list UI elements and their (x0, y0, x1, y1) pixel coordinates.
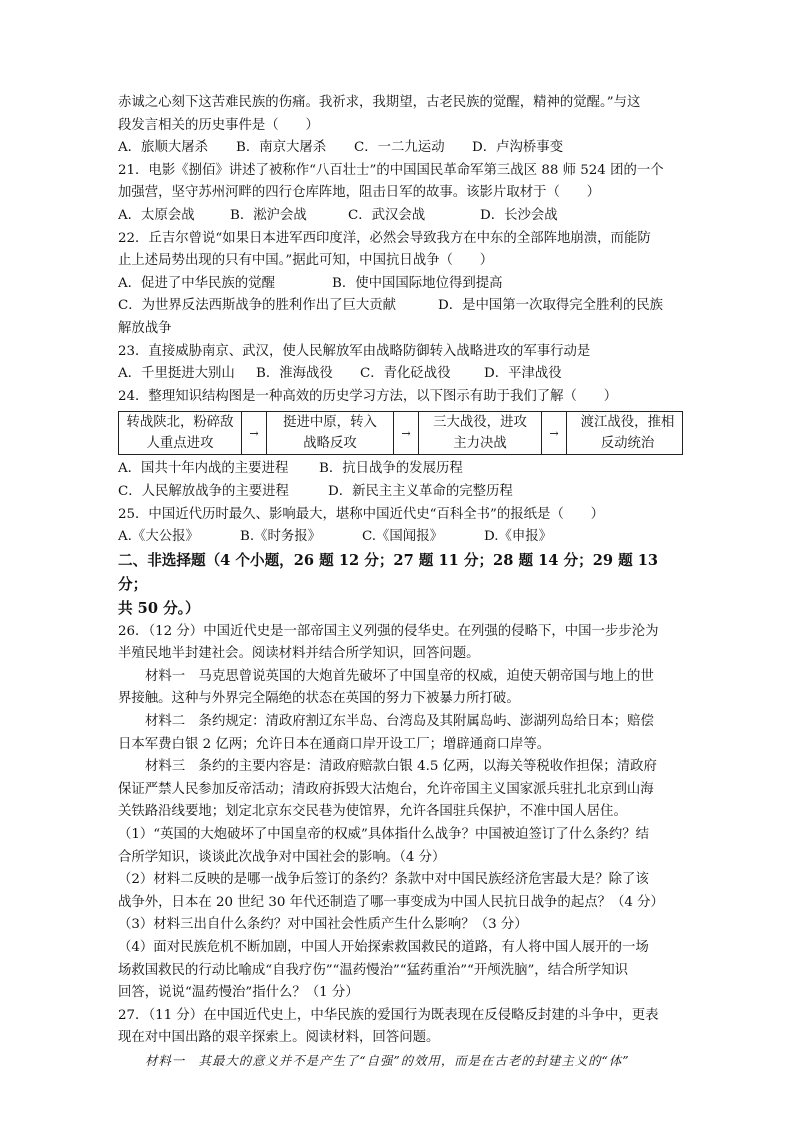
option-a[interactable]: A．国共十年内战的主要进程 (118, 461, 289, 477)
option-b[interactable]: B．淮海战役 (256, 366, 333, 382)
q20-options (118, 137, 688, 160)
arrow-right-icon: → (241, 412, 267, 454)
sub-question-2: （2）材料二反映的是哪一战争后签订的条约？条款中对中国民族经济危害最大是？除了该 (118, 872, 649, 888)
diagram-box-2: 挺进中原，转入 战略反攻 (283, 415, 377, 452)
q21-stem: 加强营，坚守苏州河畔的四行仓库阵地，阻击日军的故事。该影片取材于（ ） (118, 185, 601, 201)
q25-stem: 25．中国近代历时最久、影响最大，堪称中国近代史“百科全书”的报纸是（ ） (118, 506, 605, 522)
q23-stem: 23．直接威胁南京、武汉，使人民解放军由战略防御转入战略进攻的军事行动是 (118, 343, 591, 359)
sub-question-3: （3）材料三出自什么条约？对中国社会性质产生什么影响？（3 分） (118, 917, 528, 933)
q24-options-ab (118, 458, 688, 481)
q25-options (118, 526, 688, 549)
q22-stem: 22．丘吉尔曾说“如果日本进军西印度洋，必然会导致我方在中东的全部阵地崩溃，而能防 (118, 230, 651, 246)
option-c[interactable]: C．一二九运动 (354, 140, 445, 156)
arrow-right-icon: → (541, 412, 567, 454)
q24-stem: 24．整理知识结构图是一种高效的历史学习方法，以下图示有助于我们了解（ ） (118, 388, 618, 404)
diagram-box-4: 渡江战役，推相 反动统治 (580, 415, 675, 452)
material-3: 关铁路沿线要地；划定北京东交民巷为使馆界，允许各国驻兵保护，不准中国人居住。 (118, 804, 627, 820)
material-1: 材料一 马克思曾说英国的大炮首先破坏了中国皇帝的权威，迫使天朝帝国与地上的世 (145, 668, 654, 684)
option-c[interactable]: C．为世界反法西斯战争的胜利作出了巨大贡献 (118, 298, 397, 314)
material-1: 界接触。这种与外界完全隔绝的状态在英国的努力下被暴力所打破。 (118, 691, 520, 707)
section-title: 二、非选择题（4 个小题，26 题 12 分；27 题 11 分；28 题 14 分；29 题 13 分； (118, 551, 659, 593)
option-d-continued: 解放战争 (118, 320, 172, 336)
q23-options (118, 363, 688, 386)
exam-page (118, 92, 688, 1072)
knowledge-structure-diagram (118, 411, 683, 455)
option-a[interactable]: A．促进了中华民族的觉醒 (118, 275, 275, 291)
option-d[interactable]: D．是中国第一次取得完全胜利的民族 (438, 298, 663, 314)
q22-options-cd (118, 295, 688, 318)
sub-question-2: 战争外，日本在 20 世纪 30 年代还制造了哪一事变成为中国人民抗日战争的起点？（4 分） (118, 894, 664, 910)
q26-stem: 26．（12 分）中国近代史是一部帝国主义列强的侵华史。在列强的侵略下，中国一步步沦为 (118, 623, 659, 639)
option-d[interactable]: D.《申报》 (484, 529, 553, 545)
q24-options-cd (118, 481, 688, 504)
q22-stem: 止上述局势出现的只有中国。”据此可知，中国抗日战争（ ） (118, 253, 494, 269)
material-2: 材料二 条约规定：清政府割辽东半岛、台湾岛及其附属岛屿、澎湖列岛给日本；赔偿 (145, 714, 654, 730)
material-2: 日本军费白银 2 亿两；允许日本在通商口岸开设工厂；增辟通商口岸等。 (118, 736, 551, 752)
option-d[interactable]: D．新民主主义革命的完整历程 (328, 483, 513, 499)
q21-stem: 21．电影《捌佰》讲述了被称作“八百壮士”的中国国民革命军第三战区 88 师 524 团的一个 (118, 162, 664, 178)
sub-question-4: 回答，说说“温药慢治”指什么？（1 分） (118, 985, 359, 1001)
sub-question-1: （1）“英国的大炮破坏了中国皇帝的权威”具体指什么战争？中国被迫签订了什么条约？结 (118, 827, 650, 843)
option-c[interactable]: C．武汉会战 (348, 207, 426, 223)
sub-question-1: 合所学知识，谈谈此次战争对中国社会的影响。（4 分） (118, 849, 446, 865)
option-d[interactable]: D．卢沟桥事变 (472, 140, 564, 156)
q27-stem: 27．（11 分）在中国近代史上，中华民族的爱国行为既表现在反侵略反封建的斗争中，更表 (118, 1007, 659, 1023)
sub-question-4: 场救国救民的行动比喻成“自我疗伤”“温药慢治”“猛药重治”“开颅洗脑”，结合所学知识 (118, 962, 629, 978)
option-c[interactable]: C．青化砭战役 (360, 366, 451, 382)
q27-stem: 现在对中国出路的艰辛探索上。阅读材料，回答问题。 (118, 1030, 440, 1046)
text-line: 段发言相关的历史事件是（ ） (118, 117, 319, 133)
option-b[interactable]: B．淞沪会战 (230, 207, 307, 223)
option-a[interactable]: A.《大公报》 (118, 529, 199, 545)
option-b[interactable]: B．抗日战争的发展历程 (319, 461, 463, 477)
option-d[interactable]: D．平津战役 (484, 366, 562, 382)
q21-options (118, 205, 688, 228)
material-3: 材料三 条约的主要内容是：清政府赔款白银 4.5 亿两，以海关等税收作担保；清政府 (145, 759, 657, 775)
option-b[interactable]: B．南京大屠杀 (236, 140, 327, 156)
diagram-box-3: 三大战役，进攻 主力决战 (433, 415, 527, 452)
arrow-right-icon: → (393, 412, 419, 454)
option-d[interactable]: D．长沙会战 (480, 207, 558, 223)
option-b[interactable]: B．使中国国际地位得到提高 (332, 275, 503, 291)
section-title: 共 50 分。） (118, 599, 200, 617)
option-c[interactable]: C．人民解放战争的主要进程 (118, 483, 289, 499)
q22-options-ab (118, 273, 688, 296)
option-b[interactable]: B.《时务报》 (240, 529, 322, 545)
material-1: 材料一 其最大的意义并不是产生了“自强”的效用，而是在古老的封建主义的“体” (145, 1052, 630, 1068)
material-3: 保证严禁人民参加反帝活动；清政府拆毁大沽炮台，允许帝国主义国家派兵驻扎北京到山海 (118, 781, 654, 797)
option-c[interactable]: C.《国闻报》 (362, 529, 443, 545)
text-line: 赤诚之心刻下这苦难民族的伤痛。我祈求，我期望，古老民族的觉醒，精神的觉醒。”与这 (118, 95, 641, 110)
option-a[interactable]: A．千里挺进大别山 (118, 366, 235, 382)
q26-stem: 半殖民地半封建社会。阅读材料并结合所学知识，回答问题。 (118, 646, 480, 662)
diagram-box-1: 转战陕北，粉碎敌 人重点进攻 (126, 415, 234, 452)
option-a[interactable]: A．旅顺大屠杀 (118, 140, 209, 156)
option-a[interactable]: A．太原会战 (118, 207, 195, 223)
sub-question-4: （4）面对民族危机不断加剧，中国人开始探索救国救民的道路，有人将中国人展开的一场 (118, 940, 649, 955)
